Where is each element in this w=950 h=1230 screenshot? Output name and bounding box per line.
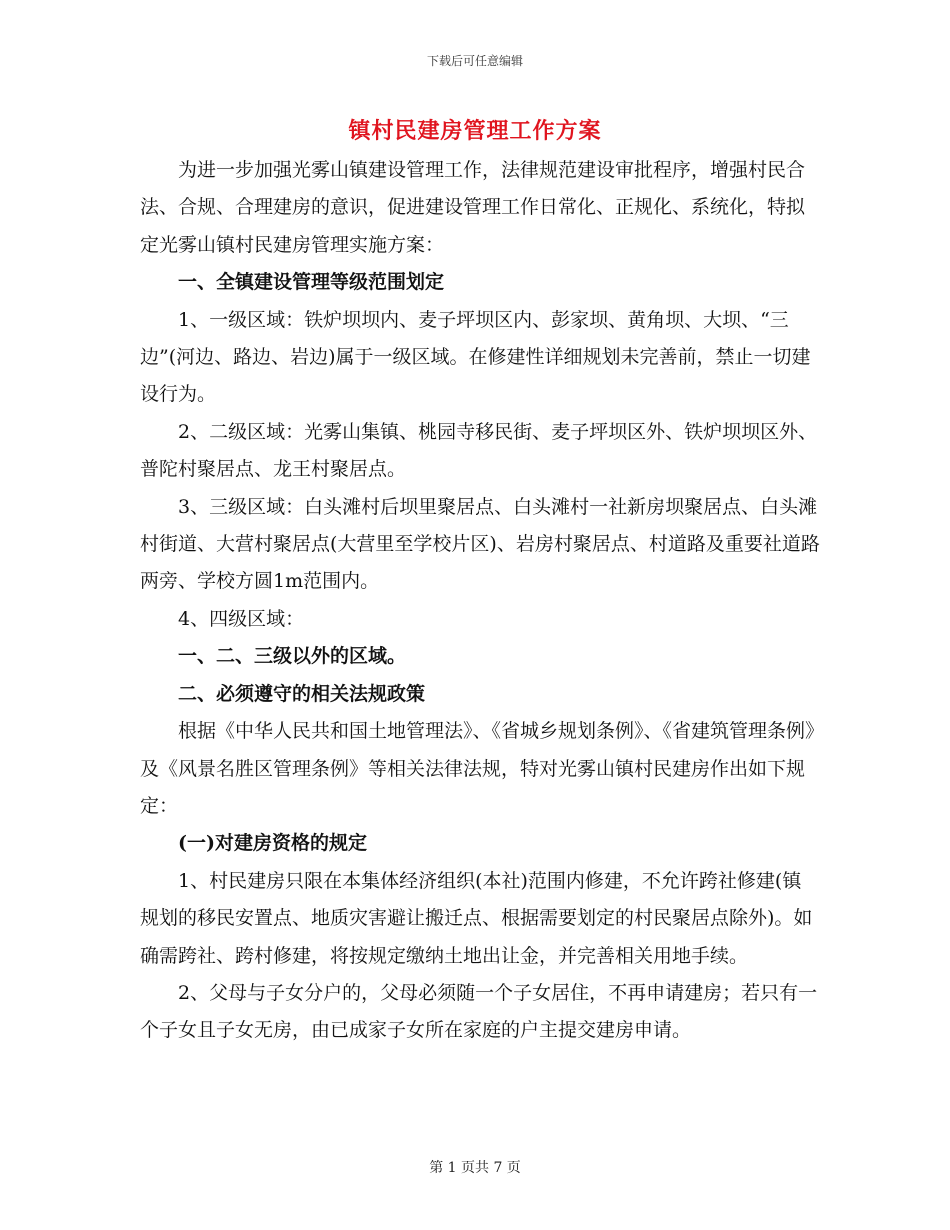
page-number-footer: 第 1 页共 7 页: [429, 1160, 521, 1176]
body-paragraph: 根据《中华人民共和国土地管理法》、《省城乡规划条例》、《省建筑管理条例》及《风景名胜区管理条例》等相关法律法规，特对光雾山镇村民建房作出如下规定：: [140, 720, 815, 817]
body-paragraph: 1、村民建房只限在本集体经济组织(本社)范围内修建，不允许跨社修建(镇规划的移民安置点、地质灾害避让搬迁点、根据需要划定的村民聚居点除外)。如确需跨社、跨村修建，将按规定缴纳土地出让金，并完善相关用地手续。: [140, 869, 813, 967]
body-paragraph: 3、三级区域：白头滩村后坝里聚居点、白头滩村一社新房坝聚居点、白头滩村街道、大营村聚居点(大营里至学校片区)、岩房村聚居点、村道路及重要社道路两旁、学校方圆1m范围内。: [140, 495, 820, 593]
section-heading-2: 二、必须遵守的相关法规政策: [178, 682, 426, 705]
section-heading-1: 一、全镇建设管理等级范围划定: [178, 271, 445, 294]
body-paragraph: 2、二级区域：光雾山集镇、桃园寺移民街、麦子坪坝区外、铁炉坝坝区外、普陀村聚居点、龙王村聚居点。: [140, 420, 818, 481]
body-paragraph: 1、一级区域：铁炉坝坝内、麦子坪坝区内、彭家坝、黄角坝、大坝、“三边”(河边、路边、岩边)属于一级区域。在修建性详细规划未完善前，禁止一切建设行为。: [140, 308, 811, 406]
bold-paragraph: 一、二、三级以外的区域。: [178, 645, 407, 668]
body-paragraph: 2、父母与子女分户的，父母必须随一个子女居住，不再申请建房；若只有一个子女且子女无房，由已成家子女所在家庭的户主提交建房申请。: [140, 981, 818, 1042]
body-paragraph: 4、四级区域：: [178, 607, 305, 630]
subsection-heading: (一)对建房资格的规定: [178, 832, 367, 855]
document-body: [140, 152, 820, 1050]
document-title: 镇村民建房管理工作方案: [348, 118, 602, 144]
page-header-note: 下载后可任意编辑: [426, 54, 523, 68]
intro-paragraph: 为进一步加强光雾山镇建设管理工作，法律规范建设审批程序，增强村民合法、合规、合理建房的意识，促进建设管理工作日常化、正规化、系统化，特拟定光雾山镇村民建房管理实施方案：: [140, 159, 806, 256]
